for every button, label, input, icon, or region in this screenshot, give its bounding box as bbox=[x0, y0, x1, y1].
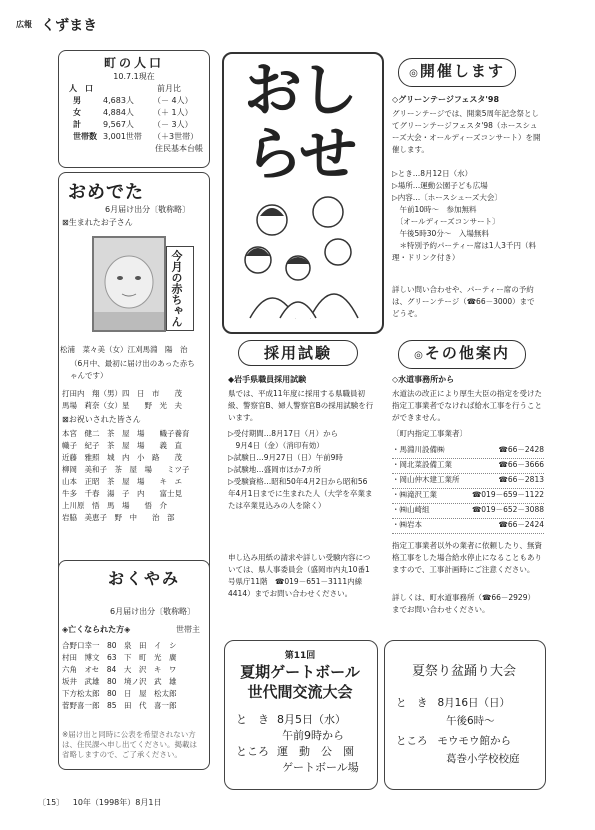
contractor-row bbox=[392, 474, 544, 489]
gateball-where: ところ 運 動 公 園 bbox=[236, 745, 354, 758]
contractor-row bbox=[392, 504, 544, 519]
contractor-list bbox=[392, 444, 544, 534]
list-item: ＊特別予約パーティー席は1人3千円（料理・ドリンク付き） bbox=[392, 241, 536, 262]
population-diff: （－ 3人） bbox=[153, 120, 193, 129]
okuyami-list bbox=[62, 640, 177, 712]
recruit-contact: 申し込み用紙の請求や詳しい受験内容については、県人事委員会（盛岡市内丸10番1号県庁11階 ☎019－651－3111内線4414）までお問い合わせください。 bbox=[228, 553, 371, 598]
bonodori-title: 夏祭り盆踊り大会 bbox=[411, 664, 516, 679]
contractor-phone: ☎66－2424 bbox=[498, 520, 544, 529]
pin-icon: ◎ bbox=[414, 350, 425, 361]
population-diff: （－ 4人） bbox=[153, 96, 193, 105]
flower-icon: ◈ bbox=[124, 625, 131, 634]
omedeta-title: おめでた bbox=[68, 182, 144, 203]
population-label: 女 bbox=[73, 108, 81, 117]
other-heading-pill: ◎その他案内 bbox=[398, 340, 526, 369]
okuyami-entry: 六角 オセ 84 大 沢 キ ワ bbox=[62, 665, 177, 674]
contractor-phone: ☎66－2428 bbox=[498, 445, 544, 454]
population-value: 3,001世帯 bbox=[103, 132, 142, 141]
list-item: 午後5時30分〜 入場無料 bbox=[392, 229, 489, 238]
population-title: 町の人口 bbox=[103, 56, 164, 70]
contractor-row bbox=[392, 519, 544, 534]
contractor-name: ・㈱滝沢工業 bbox=[392, 490, 437, 499]
birth-entry: 馬場 莉奈（女）星 野 光 夫 bbox=[62, 401, 182, 410]
okuyami-subtitle: 6月届け出分〔敬称略〕 bbox=[110, 607, 196, 616]
contractor-phone: ☎019－652－3088 bbox=[471, 505, 544, 514]
marriage-section-label: ⊠お祝いされた皆さん bbox=[62, 415, 141, 424]
population-diff: （＋ 1人） bbox=[153, 108, 193, 117]
contractor-list-label: 〔町内指定工事業者〕 bbox=[392, 429, 467, 438]
marriage-entry: 山本 正昭 茶 屋 場 キ エ bbox=[62, 477, 182, 486]
gateball-when: と き 8月5日（水） bbox=[236, 713, 346, 726]
population-footnote: 住民基本台帳 bbox=[155, 144, 203, 153]
population-table bbox=[59, 95, 209, 143]
okuyami-entry: 下方松太郎 80 日 屋 松太郎 bbox=[62, 689, 177, 698]
gateball-edition: 第11回 bbox=[284, 651, 316, 661]
list-item: ▷とき…8月12日（水） bbox=[392, 169, 473, 178]
baby-photo bbox=[92, 236, 166, 332]
masthead bbox=[16, 14, 106, 34]
flower-icon: ◈ bbox=[62, 625, 69, 634]
list-item: ▷受付期間…8月17日（月）から bbox=[228, 429, 339, 438]
contractor-phone: ☎66－3666 bbox=[498, 460, 544, 469]
marriage-entry: 牛多 千春 湯 子 内 富士見 bbox=[62, 489, 182, 498]
population-group-label: 人 口 bbox=[69, 84, 93, 93]
square-marker-icon: ⊠ bbox=[62, 415, 69, 424]
events-body: グリーンテージでは、開業5周年記念祭としてグリーンテージフェスタ'98（ホースシューズ大会・オールディーズコンサート）を開催します。 bbox=[392, 109, 541, 154]
population-label: 男 bbox=[73, 96, 81, 105]
pin-icon: ◎ bbox=[409, 68, 420, 79]
contractor-name: ・岡山仲木建工業所 bbox=[392, 475, 460, 484]
marriage-entry: 岩脇 美恵子 野 中 治 部 bbox=[62, 513, 175, 522]
contractor-row bbox=[392, 459, 544, 474]
okuyami-footnote: ※届け出と同時に公表を希望されない方は、住民課へ申し出てください。掲載は省略しますので、ご了承ください。 bbox=[62, 730, 197, 759]
bonodori-when: と き 8月16日（日） bbox=[396, 697, 511, 709]
population-value: 4,683人 bbox=[103, 96, 134, 105]
birth-entry: 打田内 翔（男）四 日 市 茂 bbox=[62, 389, 182, 398]
events-heading-pill: ◎開催します bbox=[398, 58, 516, 87]
square-marker-icon: ⊠ bbox=[62, 218, 69, 227]
marriage-entry: 柳岡 美和子 茶 屋 場 ミツ子 bbox=[62, 465, 190, 474]
okuyami-entry: 坂井 武雄 80 境ノ沢 武 雄 bbox=[62, 677, 177, 686]
okuyami-header: ◈亡くなられた方◈ 世帯主 bbox=[62, 625, 200, 634]
population-col-header: 前月比 bbox=[157, 84, 181, 93]
population-row bbox=[59, 119, 209, 131]
featured-note: （6月中、最初に届け出のあった赤ちゃんです） bbox=[70, 359, 195, 380]
population-row bbox=[59, 107, 209, 119]
page-footer bbox=[38, 797, 161, 809]
contractor-phone: ☎019－659－1122 bbox=[471, 490, 544, 499]
oshirase-title: おし らせ bbox=[243, 56, 356, 188]
list-item: 午前10時〜 参加無料 bbox=[392, 205, 477, 214]
family-illustration bbox=[240, 190, 365, 320]
recruit-body: 県では、平成11年度に採用する県職員初級、警察官B、婦人警察官Bの採用試験を行います。 bbox=[228, 389, 374, 422]
list-item: ▷試験地…盛岡市ほか7カ所 bbox=[228, 465, 322, 474]
population-label: 世帯数 bbox=[73, 132, 97, 141]
other-note: 指定工事業者以外の業者に依頼したり、無資格工事をした場合給水停止になることもありますので、工事計画時にご注意ください。 bbox=[392, 541, 542, 574]
events-contact: 詳しい問い合わせや、パーティー席の予約は、グリーンテージ（☎66－3000）までどうぞ。 bbox=[392, 285, 535, 318]
okuyami-entry: 合野口幸一 80 泉 田 イ シ bbox=[62, 641, 177, 650]
gateball-when-time: 午前9時から bbox=[282, 729, 344, 742]
contractor-name: ・馬淵川設備㈱ bbox=[392, 445, 445, 454]
omedeta-subtitle: 6月届け出分〔敬称略〕 bbox=[105, 205, 191, 214]
okuyami-entry: 菅野喜一郎 85 田 代 喜一郎 bbox=[62, 701, 177, 710]
population-value: 9,567人 bbox=[103, 120, 134, 129]
masthead-label: 広報 bbox=[16, 20, 32, 29]
gateball-where-line2: ゲートボール場 bbox=[282, 761, 359, 774]
contractor-name: ・岡北菜設備工業 bbox=[392, 460, 452, 469]
gateball-title: 夏期ゲートボール 世代間交流大会 bbox=[240, 663, 360, 701]
other-heading: ◇水道事務所から bbox=[392, 375, 455, 384]
list-item: ▷試験日…9月27日（日）午前9時 bbox=[228, 453, 343, 462]
birth-list bbox=[62, 388, 182, 412]
marriage-entry: 上川原 悟 馬 場 悟 介 bbox=[62, 501, 167, 510]
recruit-heading: ◆岩手県職員採用試験 bbox=[228, 375, 307, 384]
baby-caption: 今月の赤ちゃん bbox=[166, 246, 194, 331]
other-contact: 詳しくは、町水道事務所（☎66－2929）までお問い合わせください。 bbox=[392, 593, 535, 614]
population-row bbox=[59, 95, 209, 107]
list-item: ▷内容…〔ホースシューズ大会〕 bbox=[392, 193, 502, 202]
marriage-entry: 本宮 健二 茶 屋 場 幟子養育 bbox=[62, 429, 190, 438]
other-body: 水道法の改正により厚生大臣の指定を受けた指定工事業者でなければ給水工事を行うことができません。 bbox=[392, 389, 542, 422]
issue-date: 10年（1998年）8月1日 bbox=[72, 798, 162, 807]
list-item: ▷受験資格…昭和50年4月2日から昭和56年4月1日までに生まれた人（大学を卒業または卒業見込みの人を除く） bbox=[228, 477, 373, 510]
contractor-row bbox=[392, 444, 544, 459]
population-value: 4,884人 bbox=[103, 108, 134, 117]
page-number: 〔15〕 bbox=[38, 798, 65, 807]
featured-baby: 松浦 菜々美（女）江刈馬淵 陽 治 bbox=[60, 345, 188, 354]
contractor-name: ・㈱岩本 bbox=[392, 520, 422, 529]
contractor-name: ・㈱山崎組 bbox=[392, 505, 430, 514]
bonodori-where-line2: 葛巻小学校校庭 bbox=[446, 753, 520, 765]
list-item: 〔オールディーズコンサート〕 bbox=[392, 217, 500, 226]
population-date: 10.7.1現在 bbox=[113, 72, 155, 81]
marriage-entry: 幟子 紀子 茶 屋 場 義 直 bbox=[62, 441, 182, 450]
list-item: ▷場所…運動公園子ども広場 bbox=[392, 181, 488, 190]
population-box bbox=[58, 50, 210, 168]
list-item: 9月4日（金）（消印有効） bbox=[228, 441, 324, 450]
baby-face-icon bbox=[94, 238, 164, 330]
recruit-items bbox=[228, 428, 374, 512]
bonodori-when-time: 午後6時〜 bbox=[446, 715, 495, 727]
birth-section-label: ⊠生まれたお子さん bbox=[62, 218, 133, 227]
okuyami-entry: 村田 博文 63 下 町 光 廣 bbox=[62, 653, 177, 662]
events-items bbox=[392, 168, 542, 264]
population-row bbox=[59, 131, 209, 143]
population-label: 計 bbox=[73, 120, 81, 129]
masthead-brand: くずまき bbox=[41, 17, 98, 34]
population-diff: （＋3世帯） bbox=[153, 132, 199, 141]
bonodori-where: ところ モウモウ館から bbox=[396, 735, 511, 747]
marriage-entry: 近藤 雅照 城 内 小 路 茂 bbox=[62, 453, 182, 462]
okuyami-title: おくやみ bbox=[108, 569, 181, 588]
contractor-phone: ☎66－2813 bbox=[498, 475, 544, 484]
contractor-row bbox=[392, 489, 544, 504]
recruit-heading-pill: 採用試験 bbox=[238, 340, 358, 366]
events-heading: ◇グリーンテージフェスタ'98 bbox=[392, 95, 500, 104]
marriage-list bbox=[62, 428, 190, 524]
